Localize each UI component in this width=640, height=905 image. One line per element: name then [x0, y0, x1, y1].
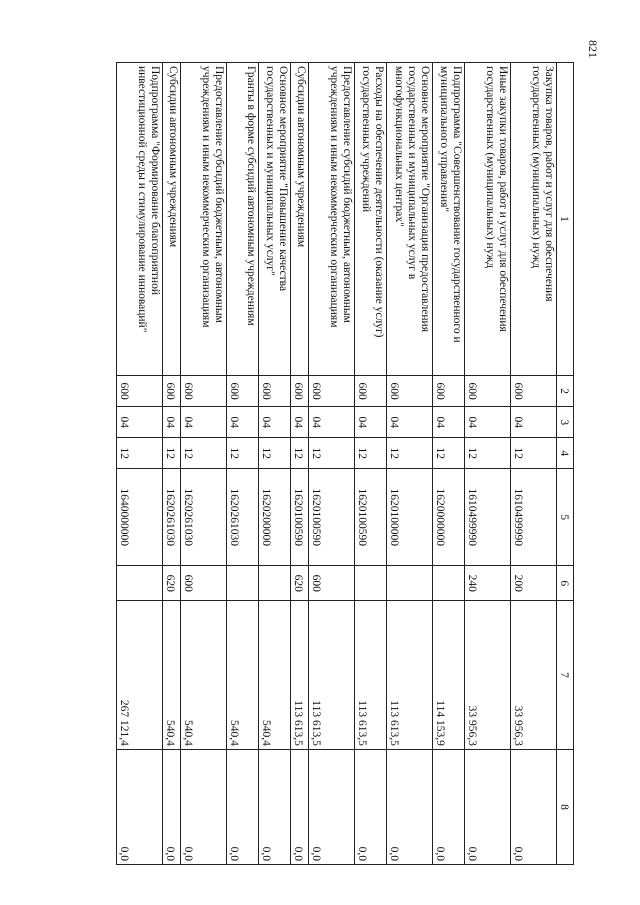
cell: 04	[355, 407, 387, 438]
cell: 1620000000	[433, 469, 465, 566]
cell: 113 613,5	[291, 601, 309, 750]
cell: 0,0	[387, 749, 433, 864]
cell: 1620200000	[259, 469, 291, 566]
table-row	[387, 63, 433, 865]
cell: 12	[117, 438, 163, 469]
row-name: Предоставление субсидий бюджетным, автономным учреждениям и иным некоммерческим организациям	[181, 63, 227, 376]
cell: 113 613,5	[387, 601, 433, 750]
cell: 240	[465, 566, 511, 601]
cell: 540,4	[259, 601, 291, 750]
cell: 12	[309, 438, 355, 469]
cell: 1620100590	[291, 469, 309, 566]
cell: 200	[511, 566, 557, 601]
cell: 600	[181, 566, 227, 601]
cell: 600	[227, 375, 259, 406]
cell: 540,4	[163, 601, 181, 750]
cell: 12	[181, 438, 227, 469]
cell: 114 153,9	[433, 601, 465, 750]
cell: 0,0	[227, 749, 259, 864]
row-name: Гранты в форме субсидий автономным учреждениям	[227, 63, 259, 376]
row-name: Подпрограмма "Совершенствование государственного и муниципального управления"	[433, 63, 465, 376]
header-cell: 1	[557, 63, 574, 376]
row-name: Предоставление субсидий бюджетным, автономным учреждениям и иным некоммерческим организациям	[309, 63, 355, 376]
cell: 0,0	[355, 749, 387, 864]
cell: 12	[355, 438, 387, 469]
cell: 04	[181, 407, 227, 438]
cell: 1610499990	[465, 469, 511, 566]
cell: 600	[181, 375, 227, 406]
cell: 620	[291, 566, 309, 601]
cell: 620	[163, 566, 181, 601]
cell: 600	[309, 375, 355, 406]
cell: 1620261030	[163, 469, 181, 566]
row-name: Подпрограмма "Формирование благоприятной инвестиционной среды и стимулирование инноваций"	[117, 63, 163, 376]
cell: 04	[465, 407, 511, 438]
cell: 600	[465, 375, 511, 406]
cell: 12	[465, 438, 511, 469]
cell: 04	[117, 407, 163, 438]
cell: 600	[511, 375, 557, 406]
cell: 04	[259, 407, 291, 438]
cell: 04	[433, 407, 465, 438]
table-row	[259, 63, 291, 865]
row-name: Субсидии автономным учреждениям	[291, 63, 309, 376]
cell: 12	[511, 438, 557, 469]
cell: 12	[291, 438, 309, 469]
budget-table	[116, 62, 574, 865]
cell: 0,0	[465, 749, 511, 864]
table-row	[227, 63, 259, 865]
cell: 12	[227, 438, 259, 469]
cell: 267 121,4	[117, 601, 163, 750]
cell: 0,0	[163, 749, 181, 864]
cell: 0,0	[433, 749, 465, 864]
cell: 12	[163, 438, 181, 469]
table-row	[511, 63, 557, 865]
cell: 600	[433, 375, 465, 406]
cell: 0,0	[309, 749, 355, 864]
header-row	[557, 63, 574, 865]
cell: 600	[291, 375, 309, 406]
budget-table-container	[116, 62, 574, 865]
cell: 600	[387, 375, 433, 406]
cell: 0,0	[259, 749, 291, 864]
cell	[387, 566, 433, 601]
table-row	[163, 63, 181, 865]
cell: 04	[227, 407, 259, 438]
header-cell: 6	[557, 566, 574, 601]
row-name: Расходы на обеспечение деятельности (оказание услуг) государственных учреждений	[355, 63, 387, 376]
header-cell: 7	[557, 601, 574, 750]
header-cell: 5	[557, 469, 574, 566]
row-name: Закупка товаров, работ и услуг для обеспечения государственных (муниципальных) нужд	[511, 63, 557, 376]
cell	[117, 566, 163, 601]
cell	[259, 566, 291, 601]
cell: 1640000000	[117, 469, 163, 566]
cell: 04	[163, 407, 181, 438]
table-row	[433, 63, 465, 865]
cell: 0,0	[181, 749, 227, 864]
cell: 04	[309, 407, 355, 438]
table-row	[117, 63, 163, 865]
cell: 600	[259, 375, 291, 406]
cell	[355, 566, 387, 601]
cell: 0,0	[511, 749, 557, 864]
table-row	[181, 63, 227, 865]
cell: 12	[387, 438, 433, 469]
header-cell: 4	[557, 438, 574, 469]
row-name: Основное мероприятие "Повышение качества государственных и муниципальных услуг"	[259, 63, 291, 376]
cell: 540,4	[181, 601, 227, 750]
table-row	[309, 63, 355, 865]
cell: 1620261030	[227, 469, 259, 566]
cell: 1610499990	[511, 469, 557, 566]
cell: 04	[387, 407, 433, 438]
cell: 1620100590	[355, 469, 387, 566]
cell: 540,4	[227, 601, 259, 750]
cell: 04	[291, 407, 309, 438]
cell	[227, 566, 259, 601]
cell: 1620100000	[387, 469, 433, 566]
table-row	[465, 63, 511, 865]
table-row	[355, 63, 387, 865]
cell: 12	[433, 438, 465, 469]
table-row	[291, 63, 309, 865]
cell: 0,0	[291, 749, 309, 864]
cell: 600	[355, 375, 387, 406]
cell: 0,0	[117, 749, 163, 864]
page-number: 821	[586, 40, 600, 58]
cell: 33 956,3	[465, 601, 511, 750]
cell: 1620261030	[181, 469, 227, 566]
cell: 12	[259, 438, 291, 469]
cell: 113 613,5	[309, 601, 355, 750]
row-name: Основное мероприятие "Организация предоставления государственных и муниципальных услуг в многофункциональных центрах"	[387, 63, 433, 376]
cell: 113 613,5	[355, 601, 387, 750]
header-cell: 8	[557, 749, 574, 864]
cell: 600	[117, 375, 163, 406]
cell: 1620100590	[309, 469, 355, 566]
cell: 600	[163, 375, 181, 406]
cell: 33 956,3	[511, 601, 557, 750]
row-name: Иные закупки товаров, работ и услуг для обеспечения государственных (муниципальных) нужд	[465, 63, 511, 376]
row-name: Субсидии автономным учреждениям	[163, 63, 181, 376]
cell: 04	[511, 407, 557, 438]
header-cell: 3	[557, 407, 574, 438]
header-cell: 2	[557, 375, 574, 406]
cell	[433, 566, 465, 601]
cell: 600	[309, 566, 355, 601]
